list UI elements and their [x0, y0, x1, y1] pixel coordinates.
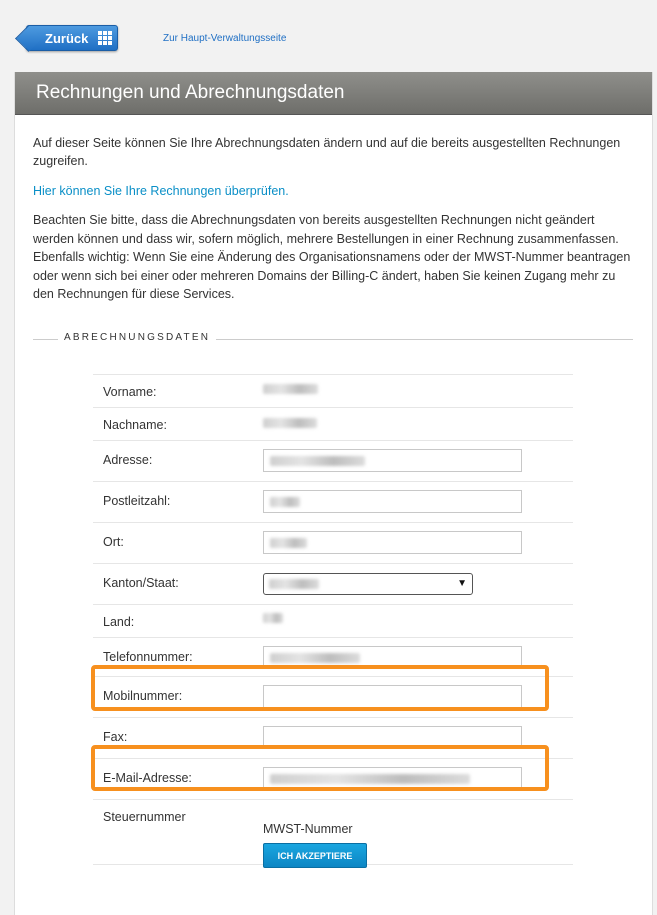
form-row-state	[93, 564, 573, 605]
page-title: Rechnungen und Abrechnungsdaten	[15, 72, 652, 115]
first-name-label: Vorname:	[103, 385, 157, 399]
form-row-country	[93, 605, 573, 638]
content-panel	[14, 72, 653, 915]
section-legend	[33, 332, 633, 346]
mobile-label: Mobilnummer:	[103, 689, 183, 703]
form-row-postal-code	[93, 482, 573, 523]
postal-code-label: Postleitzahl:	[103, 494, 171, 508]
address-label: Adresse:	[103, 453, 153, 467]
postal-code-input[interactable]	[263, 490, 522, 513]
email-highlight	[91, 745, 549, 791]
top-bar	[14, 14, 657, 72]
tax-value: MWST-Nummer	[263, 822, 353, 836]
form-row-first-name	[93, 374, 573, 408]
form-row-last-name	[93, 408, 573, 441]
form-row-city	[93, 523, 573, 564]
state-select[interactable]	[263, 573, 473, 595]
city-input[interactable]	[263, 531, 522, 554]
form-row-address	[93, 441, 573, 482]
state-label: Kanton/Staat:	[103, 576, 179, 590]
notice-text: Beachten Sie bitte, dass die Abrechnungsdaten von bereits ausgestellten Rechnungen nicht geändert werden können und dass wir, sofern möglich, mehrere Bestellungen in einer Rechnung zusammenfassen. Ebenfalls wichtig: Wenn Sie eine Änderung des Organisationsnamens oder der MWST-Nummer beantragen oder wenn sich bei einer oder mehreren Domains der Billing-C ändert, haben Sie keinen Zugang mehr zu den Rechnungen für diese Services.	[33, 213, 631, 301]
main-admin-link[interactable]: Zur Haupt-Verwaltungsseite	[163, 33, 287, 44]
country-label: Land:	[103, 615, 135, 629]
address-input[interactable]	[263, 449, 522, 472]
back-button-label: Zurück	[45, 30, 89, 46]
tax-label: Steuernummer	[103, 810, 186, 824]
last-name-value	[263, 418, 317, 428]
first-name-value	[263, 384, 318, 394]
country-value	[263, 613, 283, 623]
section-legend-label: ABRECHNUNGSDATEN	[58, 332, 216, 343]
mobile-highlight	[91, 665, 549, 711]
intro-text: Auf dieser Seite können Sie Ihre Abrechnungsdaten ändern und auf die bereits ausgestellten Rechnungen zugreifen.	[33, 136, 621, 168]
invoice-review-link[interactable]: Hier können Sie Ihre Rechnungen überprüfen.	[33, 184, 289, 198]
city-label: Ort:	[103, 535, 124, 549]
back-button[interactable]	[26, 25, 118, 51]
accept-button[interactable]: ICH AKZEPTIERE	[263, 843, 367, 868]
phone-label: Telefonnummer:	[103, 650, 193, 664]
fax-label: Fax:	[103, 730, 128, 744]
email-label: E-Mail-Adresse:	[103, 771, 192, 785]
billing-form	[93, 374, 573, 865]
chevron-down-icon: ▼	[457, 578, 467, 589]
grid-icon	[98, 31, 112, 45]
last-name-label: Nachname:	[103, 418, 167, 432]
